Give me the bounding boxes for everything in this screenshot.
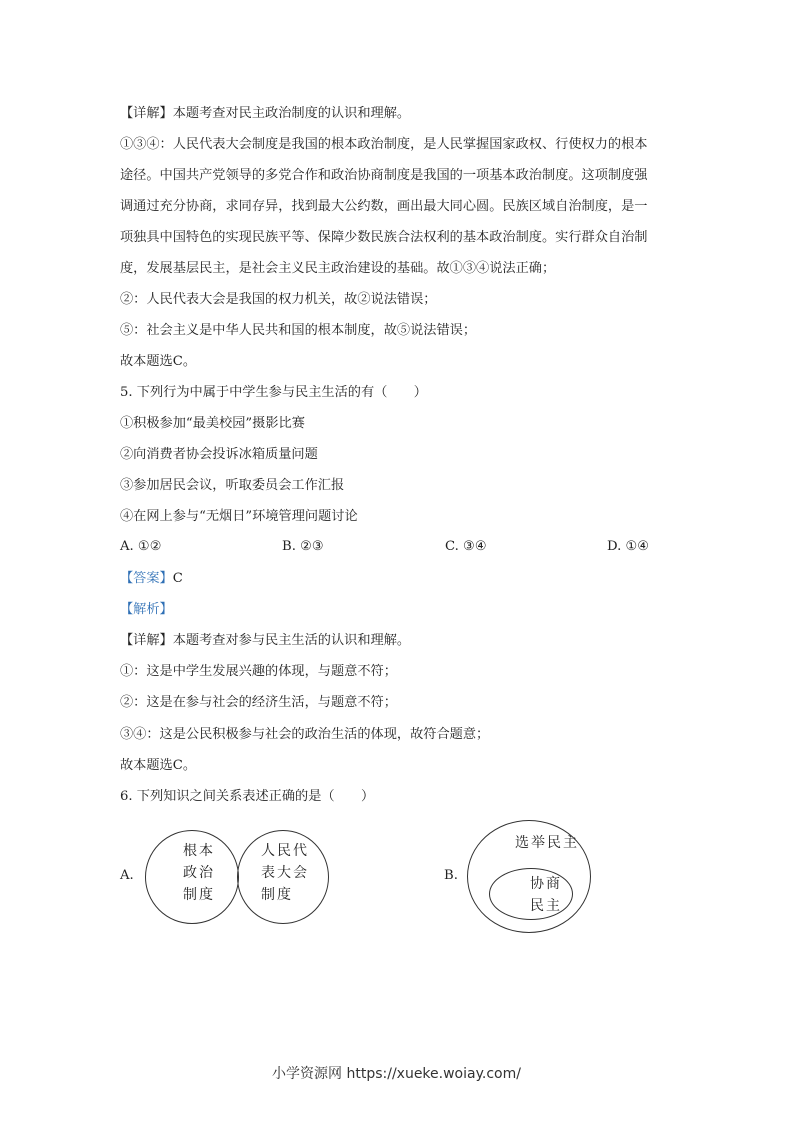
q5-option-a: A. ①② — [120, 539, 162, 554]
venn-right-text: 人民代 表大会 制度 — [261, 843, 309, 903]
q5-analysis-label: 【解析】 — [120, 602, 173, 617]
q4-line: 调通过充分协商，求同存异，找到最大公约数，画出最大同心圆。民族区域自治制度，是一 — [120, 199, 648, 214]
q4-line: ⑤：社会主义是中华人民共和国的根本制度，故⑤说法错误； — [120, 323, 477, 338]
q5-line: ③④：这是公民积极参与社会的政治生活的体现，故符合题意； — [120, 727, 490, 742]
q5-line: 故本题选C。 — [120, 758, 197, 773]
q5-option-d: D. ①④ — [607, 539, 650, 554]
q5-item: ③参加居民会议，听取委员会工作汇报 — [120, 478, 345, 493]
q6-option-b-label: B. — [444, 868, 458, 883]
q5-option-b: B. ②③ — [282, 539, 324, 554]
q5-item: ②向消费者协会投诉冰箱质量问题 — [120, 447, 318, 462]
q4-line: 途径。中国共产党领导的多党合作和政治协商制度是我国的一项基本政治制度。这项制度强 — [120, 168, 648, 183]
q5-line: ②：这是在参与社会的经济生活，与题意不符； — [120, 695, 397, 710]
footer-watermark: 小学资源网 https://xueke.woiay.com/ — [272, 1066, 521, 1082]
q4-line: ②：人民代表大会是我国的权力机关，故②说法错误； — [120, 292, 437, 307]
q4-detail: 【详解】本题考查对民主政治制度的认识和理解。 — [120, 106, 411, 121]
q4-line: 度，发展基层民主，是社会主义民主政治建设的基础。故①③④说法正确； — [120, 261, 556, 276]
q5-item: ④在网上参与“无烟日”环境管理问题讨论 — [120, 509, 358, 524]
outer-ellipse-label: 选举民主 — [515, 835, 579, 851]
venn-left-text: 根本 政治 制度 — [183, 843, 215, 903]
q5-line: ①：这是中学生发展兴趣的体现，与题意不符； — [120, 664, 397, 679]
q4-line: ①③④：人民代表大会制度是我国的根本政治制度，是人民掌握国家政权、行使权力的根本 — [120, 137, 648, 152]
q6-option-a-label: A. — [120, 868, 134, 883]
q5-option-c: C. ③④ — [445, 539, 487, 554]
q5-item: ①积极参加“最美校园”摄影比赛 — [120, 416, 305, 431]
q5-stem: 5. 下列行为中属于中学生参与民主生活的有（ ） — [120, 385, 427, 400]
q4-line: 故本题选C。 — [120, 354, 197, 369]
answer-value: C — [172, 571, 183, 586]
q5-detail: 【详解】本题考查对参与民主生活的认识和理解。 — [120, 633, 411, 648]
q4-line: 项独具中国特色的实现民族平等、保障少数民族合法权利的基本政治制度。实行群众自治制 — [120, 230, 648, 245]
q5-answer — [120, 570, 183, 588]
answer-label: 【答案】 — [120, 571, 173, 586]
inner-ellipse-label: 协商 民主 — [530, 876, 562, 914]
q6-stem: 6. 下列知识之间关系表述正确的是（ ） — [120, 789, 375, 804]
